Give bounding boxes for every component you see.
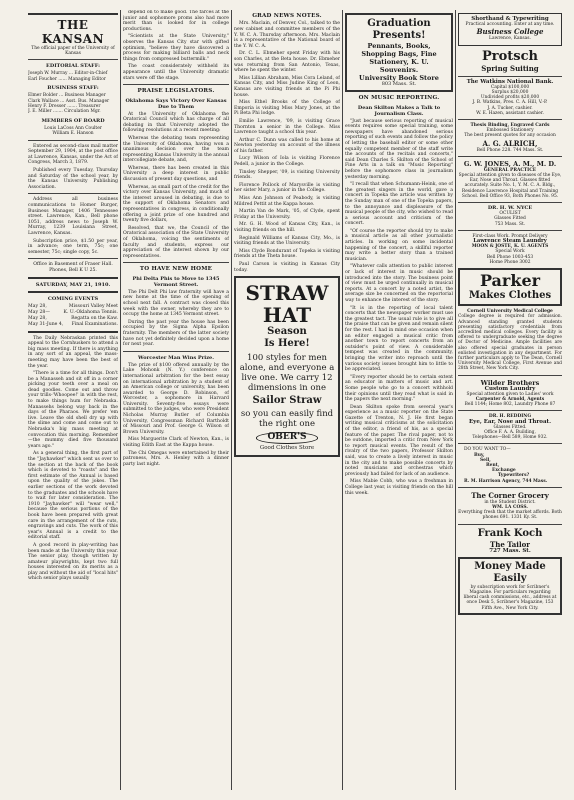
ad-line: Special attention given to Ladies' work (466, 391, 554, 397)
article-paragraph: "It is in the reporting of local talent concerts that the newspaper worker must use the greatest tact. The usual rule is to give all the praise that can be given and remain silent for the rest. I had in mind one occasion when an editor engaged a musical critic from another town to report concerts from an outsider's point of view. A considerable tempest was created in the community, bringing the writer into reproach until the various society issues brought him to little to be appreciated. (345, 305, 453, 373)
column-2 (123, 10, 229, 790)
divider (28, 140, 118, 141)
ad-body: Pennants, Books, Shopping Bags, Fine Stationery, K. U. Souvenirs. (361, 42, 437, 74)
ad-headline: Easily (493, 572, 527, 584)
article-subheadline: Oklahoma Says Victory Over Kansas Due to Them (125, 97, 227, 110)
news-item: Tinsley Shepper, '09, is visiting University friends. (234, 169, 340, 181)
ad-name: Frank Koch (477, 527, 543, 539)
article-paragraph: "Of course the reporter should try to make a musical article as all other journalistic articles. In working on some incidental happening of the concert, a skillful reporter may write a better story than a trained musician. (345, 228, 453, 262)
divider (458, 487, 562, 488)
ad-line: Office F. A. A. Building, (484, 429, 536, 435)
divider (458, 230, 562, 231)
typewriter-ad (458, 447, 562, 483)
divider (458, 119, 562, 120)
tailor-ad (458, 528, 562, 554)
ad-line: OCULIST (499, 211, 521, 217)
event-date: May 28, (28, 315, 47, 321)
article-paragraph: Miss Mabie Cobb, who was a freshman in College last year, is visiting friends on the hill this week. (345, 479, 453, 496)
news-item: Lucy Wilson of Iola is visiting Florence Pedell, a junior in the College. (234, 156, 340, 168)
board-members (28, 126, 118, 137)
ad-line: Bell 1144; Home 802, Laundry Phone 87 (464, 402, 556, 408)
ad-subhead: Spring Suiting (481, 63, 539, 73)
ad-name: A. G. ALRICH, (482, 138, 538, 148)
editorial-paragraph: A good record in play-writing has been made at the University this year. The senior play, though written by amateur playwrights, kept two full houses interested on its merits as a play and without the aid of "local hits" which senior plays usually (28, 542, 118, 582)
ad-brand: Business College (476, 27, 544, 37)
editorial-paragraph: The Daily Nebraskan printed this appeal to the Cornhuskers to attend a big mass meeting. If there is anything in any sort of an appeal, the mass-meeting may have been the best of the year. (28, 335, 118, 369)
divider (458, 202, 562, 203)
column-rule (342, 10, 343, 790)
staff-line: Henry F. Dresser ....... Treasurer (28, 104, 101, 110)
news-item: Miss Clyde Bondurant of Topeka is visiting friends at the Theta house. (234, 248, 340, 260)
staff-line: William E. Hanson (52, 131, 94, 137)
news-item: Mr. G. H. Wood of Kansas City, Kan., is visiting friends on the hill. (234, 222, 340, 233)
ad-name: G. W. JONES, A. M., M. D. (463, 159, 557, 168)
article-subheadline: Phi Delta Phis to Move to 1345 Vermont Street. (132, 275, 220, 288)
ad-name: Cornell University Medical College (467, 309, 553, 315)
ad-name: DR. H. W. NYCE (487, 205, 533, 212)
ad-subhead: Makes Clothes (468, 290, 552, 302)
article-paragraph: Whereas the debating team representing the University of Oklahoma, having won a unanimous decision over the team representing Kansas University in the annual intercollegiate debate, and, (123, 135, 229, 164)
ad-name: Lawrence Steam Laundry (473, 238, 547, 245)
oculist-ad (458, 206, 562, 227)
money-ad (458, 557, 562, 615)
notice-paragraph: Subscription price, $1.50 per year, in advance; one term, 75c; one semester, 75c; single copy, 5c. (28, 238, 118, 255)
business-staff (28, 93, 118, 115)
ad-line: Glasses Fitted (494, 216, 526, 222)
news-item: Florence Pollock of Marysville is visiting her sister Mary, a junior in the College. (234, 182, 340, 194)
ad-line: Telephones—Bell 589, Home 932. (472, 435, 548, 441)
ad-headline: Graduation (367, 18, 431, 29)
divider (28, 59, 118, 60)
notice-paragraph: Address all business communications to Homer Burger, Business Manager, 1406 Tennessee street. Lawrence, Kan., Bell phone 1051, address news to Joseph W. Murray, 1239 Louisiana Street, Lawrence, Kansas. (28, 197, 118, 236)
ad-headline: Money Made (474, 560, 546, 572)
staff-line: Joseph W. Murray ... Editor-in-Chief (28, 71, 108, 77)
ad-emphasis: Sailor Straw (252, 395, 322, 407)
ad-name: DR. H. REDDING (488, 414, 532, 420)
article-paragraph: Dean Skilton spoke from several year's experience as a music reporter on the State Gazette of Trenton, N. J. He first began writing musical criticisms at the solicitation of the editor, a friend of his, as a special feature of the paper. The rival paper, not to be outdone, imported a critic from New York to report musical events. The result of the rivalry of the two papers, Professor Skilton said, was to create a lively interest in music in the city and to make possible concerts by noted musicians and orchestras which previously had failed for lack of an audience. (345, 404, 453, 477)
ad-line: Capital $100,000 (490, 84, 530, 90)
event-name: Final Examinations. (71, 321, 118, 327)
staff-line: Elmer Bolder ... Business Manager (28, 93, 106, 99)
divider (458, 443, 562, 444)
divider (28, 258, 118, 259)
ad-line: Lawrence, Kansas. (489, 36, 531, 42)
article-headline: TO HAVE NEW HOME (139, 266, 213, 273)
ad-line: Special attention given to diseases of the Eye, Ear, Nose and Throat. Glasses fitted accurately. Suite No. 1, Y. M. C. A. Bldg., Residence Lawrence Hospital and Training School. Bell Office 93, Both Phones No. 95. (458, 173, 562, 199)
ad-line: GENERAL PRACTICE (483, 167, 537, 173)
article-headline: ON MUSIC REPORTING. (358, 95, 440, 102)
ad-line: in the Student District. (484, 499, 536, 505)
notice-paragraph: Office in Basement of Fraser Hall. Phones, Bell K U 25. (33, 262, 113, 273)
store-tagline: Good Clothes Store (259, 444, 315, 451)
ad-line: 753 Mass. St. (494, 221, 526, 227)
news-item: Dr. C. L. Ebmeher spent Friday with his son Charles, at the Beta house. Dr. Ebmeher was returning from San Antonio, Texas, where he spent the winter. (234, 51, 340, 74)
editorial-paragraph: "Scientists at the State University," observes the Kansas City star with gifted optimism, "believe they have discovered a process for making billiard balls and neck things from compressed buttermilk." (123, 34, 229, 62)
ad-line: Everything fresh that the market affords. Both phones 691. 1331 Ky. St. (458, 510, 562, 521)
column-4 (345, 10, 453, 790)
masthead-subtitle: The official paper of the University of Kansas (31, 46, 115, 57)
editorial-staff (28, 71, 118, 82)
article-paragraph: The prize of $100 offered annually by the Lake Mohonk (N. Y.) conference on international arbitration for the best essay on international arbitration by a student of an American college or university, has been awarded to George D. Robinson, of Worcester, a sophomore in Harvard University. Seventy-five essays were submitted to the judges, who were President Nicholas Murray Butler of Columbia University, Congressman Richard Bartholdt of Missouri and Prof. George G. Wilson of Brown University. (123, 362, 229, 435)
ad-line: Glasses Fitted. (493, 424, 527, 430)
article-paragraph: Resolved, that we, the Council of the Oratorical association of the State University of Oklahoma, voicing the sentiments of faculty and students, express our appreciation of the interest shown by our representatives. (123, 225, 229, 259)
news-item: Miss Ethel Brooks of the College of Emporia is visiting Miss Mary Jones, at the Pi Beta Phi lodge. (234, 100, 340, 117)
ad-line: Bell Phone 228. 744 Mass. St. (476, 147, 544, 153)
news-item: Mrs. Maclain, of Denver, Col., talked to the new cabinet and committee members of the Y. W. C. A. Thursday afternoon. Mrs. Maclain is a representative of the National board of the Y. W. C. A. (234, 21, 340, 49)
news-item: Emilie Lawrence, '09, is visiting Grace Thornton a senior in the College. Miss Lawrence taught a school this year. (234, 118, 340, 136)
article-paragraph: The Phi Delt Phi law fraternity will have a new home at the time of the opening of school next fall. A contract was closed this week with the owner, whereby they are to occupy the home at 1345 Vermont street. (123, 289, 229, 318)
ad-line: First-class Work. Prompt Delivery (472, 233, 548, 239)
ad-line: Bell Phone 1003-453 (486, 254, 534, 260)
article-subheadline: Dean Skilton Makes a Talk to Journalism Class. (357, 104, 441, 117)
divider (458, 375, 562, 376)
ad-line: DO YOU WANT TO— (464, 447, 511, 453)
ad-line: Surplus $20,000 (491, 90, 529, 96)
event-date: May 28— (28, 309, 50, 315)
divider (123, 84, 229, 85)
straw-hat-ad (234, 276, 340, 457)
graduation-ad (345, 13, 453, 92)
divider (458, 410, 562, 411)
business-heading: BUSINESS STAFF: (47, 85, 99, 92)
ad-headline: HAT (262, 303, 312, 328)
coming-events-heading: COMING EVENTS (47, 295, 99, 302)
notice-paragraph: Entered as second-class mail matter September 29, 1904, at the post office at Lawrence, Kansas, under the Act of Congress, March 3, 1879. (28, 143, 118, 166)
column-3 (234, 10, 340, 790)
ad-line: Thesis Binding, Engraved Cards (470, 123, 550, 129)
ad-line: Practical accounting. Enter at any time. (465, 22, 555, 28)
store-logo: OBER'S (256, 432, 317, 444)
redding-ad (458, 414, 562, 440)
news-item: Miss Lillian Abraham, Miss Cora Leland, of Kansas City, and Miss Judine King of Leon, Kansas are visiting friends at the Pi Phi house. (234, 75, 340, 98)
divider (458, 524, 562, 525)
ad-body: College degree is required for admission. Advanced standing granted students presenting satisfactory credentials from accredited medical colleges. Every facility is offered to undergraduate seeking the degree of Doctor of Medicine. Ample facilities are also offered special graduates in person enlisted investigation in any department. For further particulars apply to The Dean, Cornell University Medical College, First Avenue and 28th Street, New York City. (458, 314, 562, 372)
medical-college-ad (458, 309, 562, 371)
ad-line: The Tailor (490, 539, 530, 549)
ad-line: Custom Laundry (484, 385, 536, 392)
divider (458, 76, 562, 77)
ad-line: Sell, (480, 457, 491, 463)
wilder-laundry-ad (458, 379, 562, 408)
ad-body: by subscription work for Scribner's Magazine. For particulars regarding liberal cash commissions, etc., address at once Desk 5, Scribner's Magazine, 153 Fifth Ave., New York City. (463, 584, 557, 611)
ad-headline: Parker (479, 271, 541, 291)
ad-headline: Presents! (372, 30, 426, 41)
article-paragraph: During the past year the house has been occupied by the Sigma Alpha Epsilon fraternity. The members of the latter society have not yet definitely decided upon a home for next year. (123, 319, 229, 348)
ad-line: W. E. Hazen, assistant cashier. (476, 110, 544, 116)
ad-line: Typewriters? (498, 473, 530, 479)
article-paragraph: The Chi Omegas were entertained by their patroness, Mrs. A. Henley with a dinner party last night. (123, 450, 229, 467)
ad-subhead: Is Here! (264, 338, 310, 350)
ad-line: 727 Mass. St. (489, 547, 531, 554)
staff-line: Louis LaCoss Ann Coulter (44, 125, 102, 131)
article-paragraph: "Whatever calls attention to public interest or lack of interest in music should be introduced into the story. The business point of view must be urged continually in musical reports. At a concert by a noted artist, the average size be concerned on the reportorial way to enhance the interest of the story. (345, 264, 453, 303)
dateline: SATURDAY, MAY 21, 1910. (35, 281, 111, 288)
article-headline: GRAD NEWS NOTES. (252, 13, 322, 19)
event-date: May 28, (28, 303, 47, 309)
event-row (28, 322, 118, 328)
ad-line: Carpenter & Arnold, Agents (475, 396, 545, 402)
store-address: 803 Mass. St. (381, 80, 417, 87)
divider (123, 351, 229, 352)
ad-body: so you can easily find the right one (240, 409, 334, 430)
laundry-ad (458, 234, 562, 265)
ad-headline: Protsch (482, 48, 538, 64)
divider (28, 193, 118, 194)
ad-line: Home Phone 3002 (489, 259, 531, 265)
grocery-ad (458, 491, 562, 521)
doctor-ad (458, 160, 562, 199)
editorial-heading: EDITORIAL STAFF: (46, 63, 100, 70)
divider (123, 262, 229, 263)
article-paragraph: Whereas, as small part of the credit for the victory over Kansas University, and much of the interest aroused in debating, is due to the support of Oklahoma Senators and representatives in congress, in conditionally offering a joint prize of one hundred and twenty five dollars, (123, 184, 229, 224)
bank-ad (458, 80, 562, 116)
staff-line: Clark Wallace ... Asst. Bus. Manager (28, 98, 110, 104)
ad-line: Shorthand & Typewriting (471, 16, 549, 22)
event-date: May 31-June 4, (28, 321, 64, 327)
divider (28, 331, 118, 333)
news-item: Miss Ann Johnson of Peabody, is visiting Mildred Pettit at the Kappa house. (234, 196, 340, 207)
news-item: Martin Van de Mark, '05, of Clyde, spent Friday at the University. (234, 209, 340, 220)
article-paragraph: At the University of Oklahoma the Oratorical Council which has charge of all debating in that University adopted the following resolutions at a recent meeting: (123, 111, 229, 134)
ad-line: Special Work (495, 249, 525, 255)
ad-line: Exchange (492, 468, 516, 474)
ad-line: WM. LA COSS. (492, 504, 528, 510)
store-name: University Book Store (359, 74, 439, 82)
ad-headline: STRAW (245, 281, 329, 306)
ad-line: Rent, (486, 462, 500, 468)
parker-ad (458, 268, 562, 306)
staff-line: J. E. Miller ....... Circulation Mgr. (28, 109, 101, 115)
ad-line: Undivided profits $20,000 (480, 95, 540, 101)
ad-line: Eye, Ear, Nose and Throat. (468, 418, 551, 425)
event-name: K. U.-Oklahoma Tennis. (63, 309, 118, 315)
column-rule (120, 10, 121, 790)
ad-name: The Corner Grocery (471, 490, 549, 500)
bank-name: The Watkins National Bank. (466, 78, 554, 85)
protsch-ad (458, 49, 562, 73)
ad-line: Buy, (474, 452, 485, 458)
staff-line: Earl Foucher ...... Managing Editor (28, 76, 106, 82)
article-headline: PRAISE LEGISLATORS. (137, 88, 215, 95)
divider (458, 156, 562, 157)
ad-body: 100 styles for men alone, and everyone a live one. We carry 12 dimensions in one (239, 353, 335, 394)
column-rule (455, 10, 456, 790)
column-rule (231, 10, 232, 790)
editorial-paragraph: "There is a time for all things. Don't be a Manasseh and sit off in a corner picking your teeth over a meal on dead goodies. Come out and throw your trills-'Whoopee!' in with the rest, to make things hum for Nebraska. Manassehs belong way back in the days of the Pharaos. We prefer 'em live. Leave the old shell dry up with the slime and come and come out to Nebraska's big mass meeting at convocation this morning. Remember—the mummy died five thousand years ago." (28, 371, 118, 449)
editorial-paragraph: depend on to make good. The farces at the junior and sophomore proms also had more merit than is looked for in college productions. (123, 10, 229, 32)
article-headline: Worcester Man Wins Prize. (138, 354, 214, 361)
event-name: Missouri Valley Meet (68, 303, 118, 309)
ad-line: J. B. Watkins, Pres. C. A. Hill, V.-P. (472, 100, 548, 106)
ad-line: Embossed Stationery (486, 128, 534, 134)
notice-paragraph: Published every Tuesday, Thursday and Saturday of the school year, by the Kansas University Publishing Association. (28, 168, 118, 190)
article-paragraph: Miss Marguerite Clark of Newton, Kan., is visiting Edith East at the Kappa house. (123, 437, 229, 449)
column-5 (458, 10, 562, 790)
ad-subhead: Season (267, 326, 307, 338)
divider (28, 277, 118, 279)
business-college-ad (458, 13, 562, 46)
masthead-title: THE KANSAN (41, 18, 105, 46)
article-paragraph: "Just because serious reporting of musical events requires some special training, some newspapers have abandoned serious reporting of such events and follow the policy of letting the baseball editor or some other equally competent member of the staff write the accounts of the recitals and concerts," said Dean Charles S. Skilton of the School of Fine Arts in a talk on "Music Reporting" before the sophomore class in journalism yesterday morning. (345, 118, 453, 180)
ad-line: MOON & JOSTE, K. U. AGENTS (471, 244, 549, 250)
ad-line: J. A. Tucker, cashier. (487, 105, 533, 111)
column-1 (28, 10, 118, 790)
news-item: Arthur C. Dunn was called to his home at Newton yesterday on account of the illness of his father. (234, 137, 340, 154)
article-paragraph: Whereas, there has been created in this University a deep interest in public discussion of present day questions, and (123, 165, 229, 183)
ad-name: R. M. Harrison Agency, 744 Mass. (464, 478, 548, 484)
article-paragraph: "I recall that when Schumann-Heink, one of the greatest singers in the world, gave a concert in Topeka the article was written by the Sunday man of one of the Topeka papers, to the annoyance and displeasure of the musical people of the city, who wished to read a serious account and criticism of the concert. (345, 182, 453, 227)
news-item: Paul Carson is visiting in Kansas City today. (234, 261, 340, 273)
article-paragraph: "Every reporter should be to certain extent an educator in matters of music and art. Some people who go to a concert withhold their opinions until they read what is said in the papers the next morning." (345, 374, 453, 403)
editorial-paragraph: As a general thing, the first part of the "Jayhawker" which sent us over to the section at the back of the book which is devoted to "roasts" and the first estimate of the Annual is based upon the quality of the jokes. The earlier sections of the work devoted to the graduates and the schools have to wait for later consideration. The 1910 "Jayhawker" will "wear well," because the serious portions of the book have been prepared with great care in the arrangement of the cuts, engravings and cuts. The work of this year's Annual is a credit to the editorial staff. (28, 451, 118, 541)
editorial-paragraph: The coast considerately withheld its appearance until the University dramatic stars were off the stage. (123, 64, 229, 81)
event-name: Regatta on the Kaw. (71, 315, 118, 321)
board-heading: MEMBERS OF BOARD (41, 117, 105, 124)
ad-line: The best present quotes for any occasion (464, 133, 556, 139)
divider (28, 291, 118, 293)
stationery-ad (458, 123, 562, 153)
divider (28, 13, 118, 15)
news-item: Reginald Williams of Kansas City, Mo., is visiting friends at the University. (234, 235, 340, 247)
ad-name: Wilder Brothers (480, 378, 540, 387)
